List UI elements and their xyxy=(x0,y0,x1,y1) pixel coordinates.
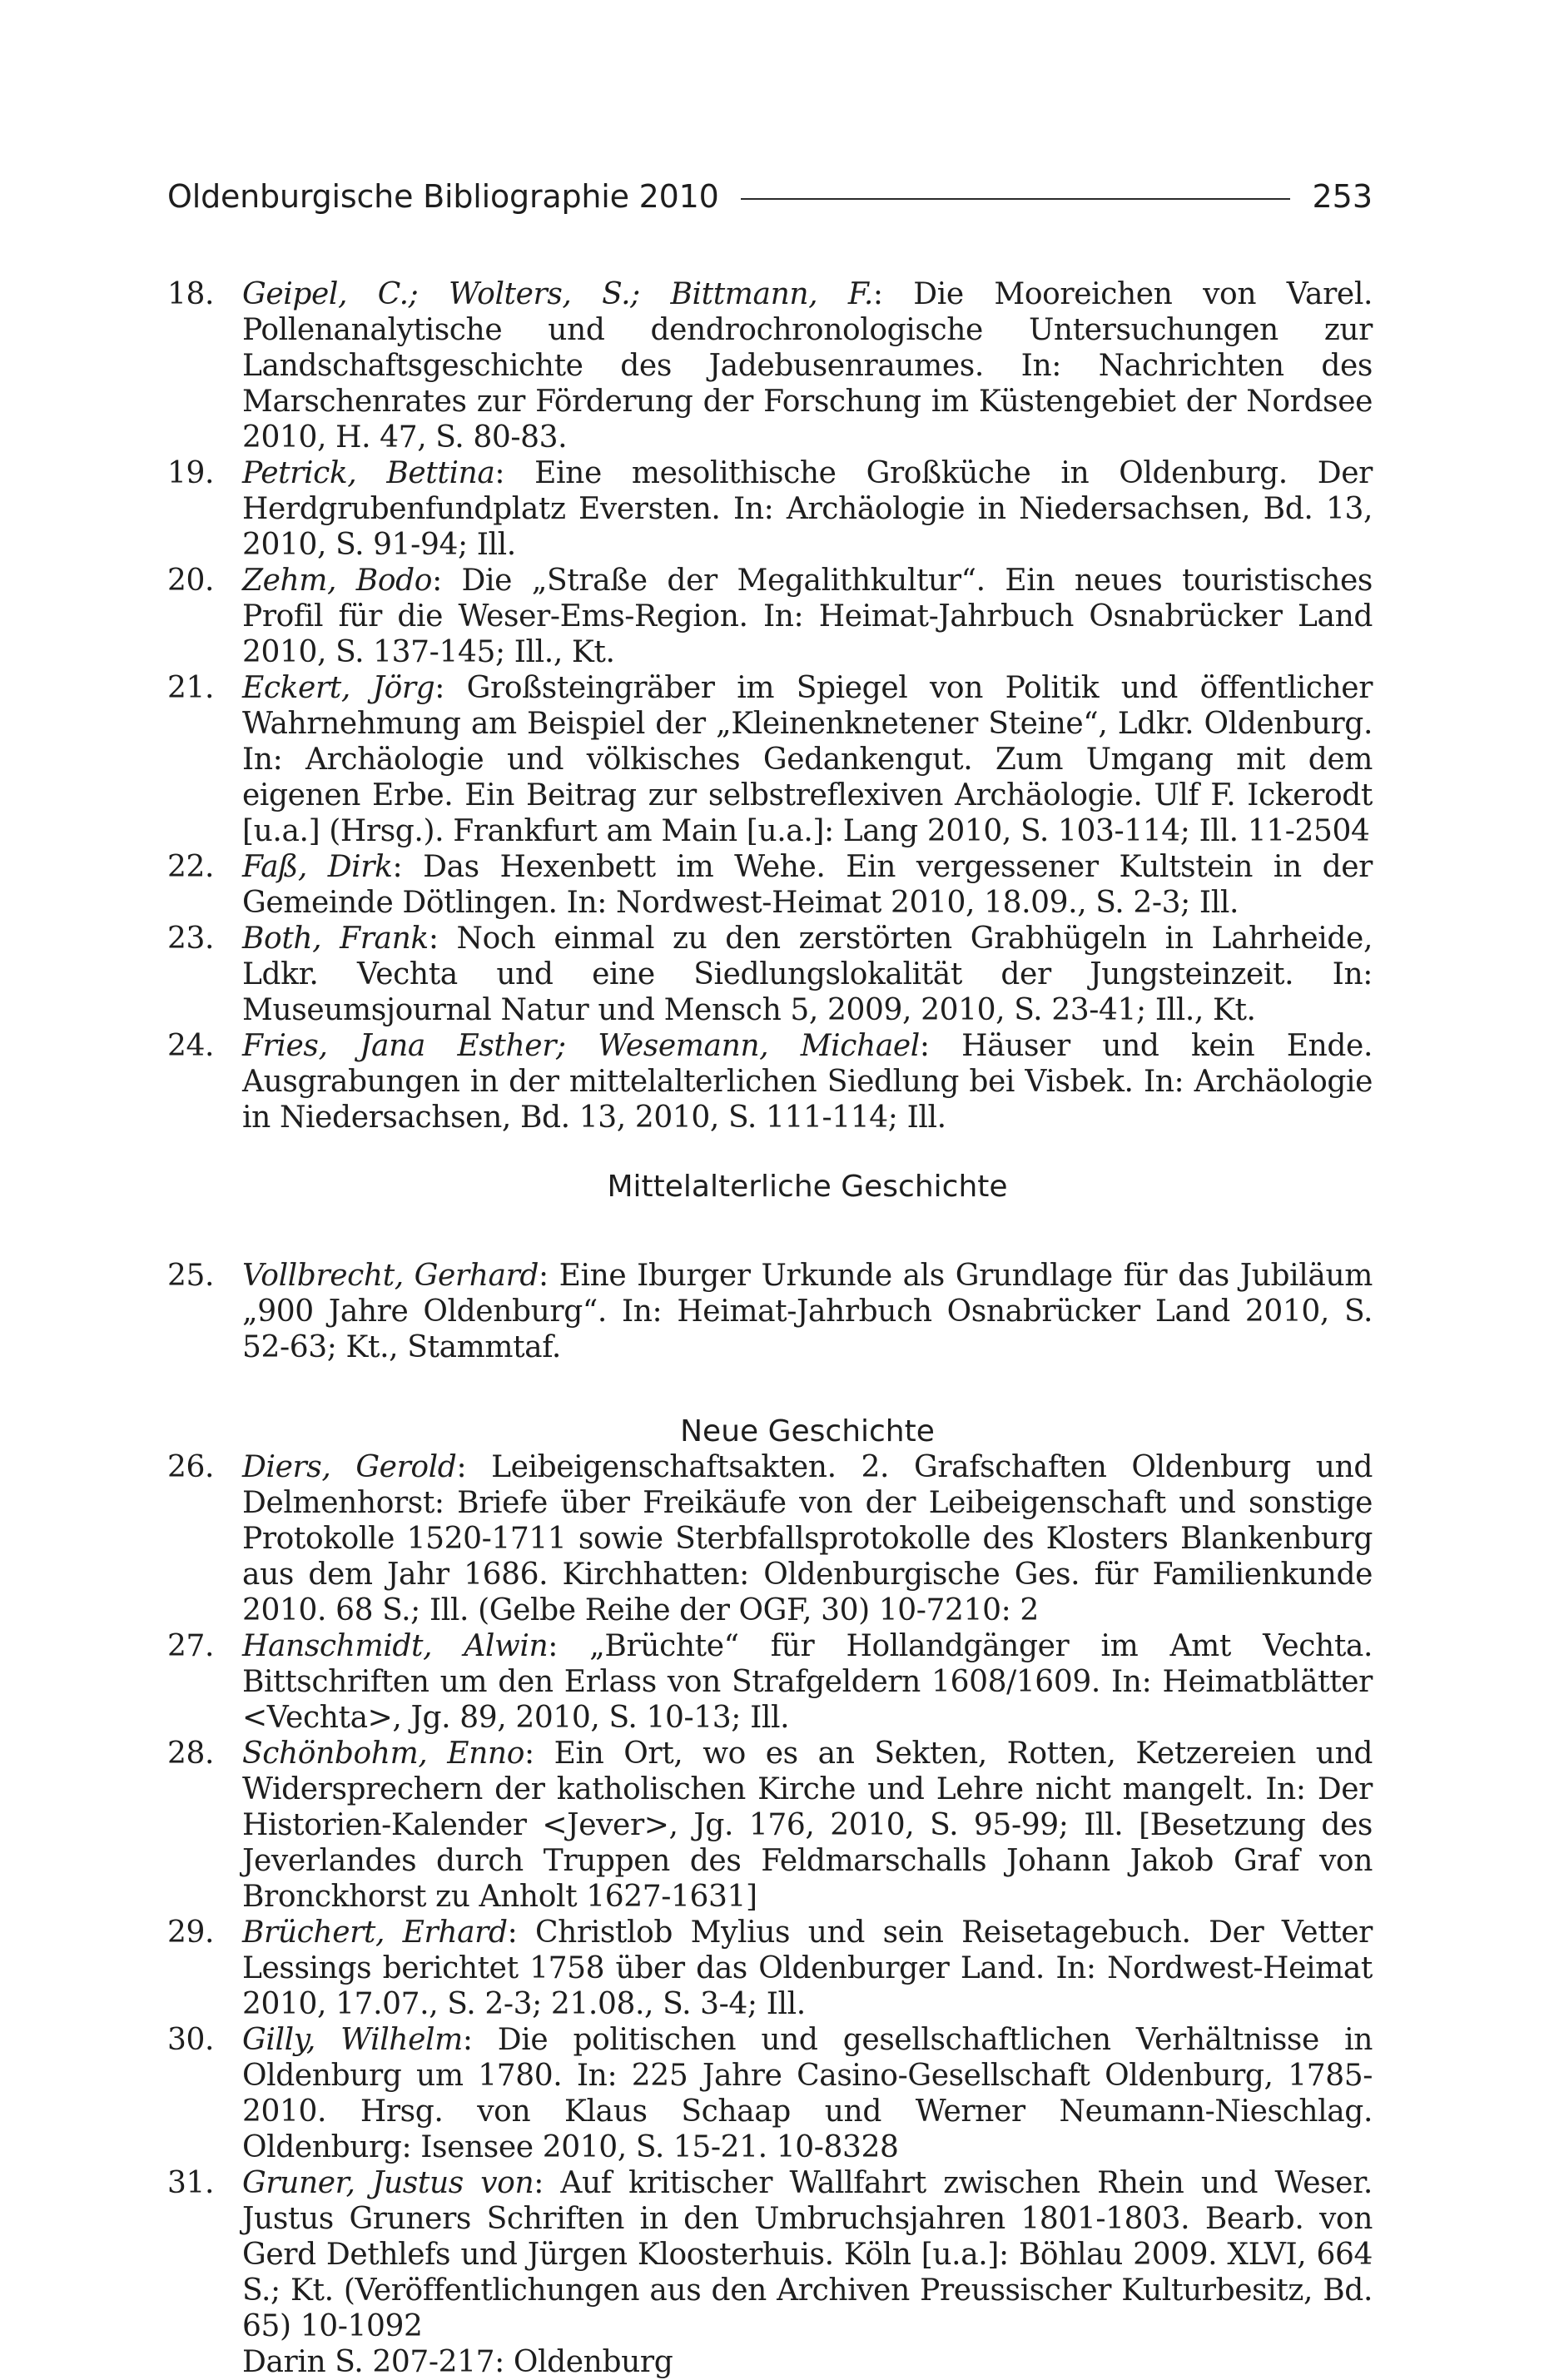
bibliography-entry xyxy=(167,1628,1373,1736)
entry-author: Geipel, C.; Wolters, S.; Bittmann, F. xyxy=(242,277,873,311)
entry-number: 31. xyxy=(167,2166,215,2200)
bibliography-entry xyxy=(167,849,1373,921)
header-rule xyxy=(741,198,1291,200)
entry-author: Hanschmidt, Alwin xyxy=(242,1629,549,1663)
bibliography-entry xyxy=(167,2022,1373,2165)
entry-author: Brüchert, Erhard xyxy=(242,1915,508,1950)
entry-text: : Die politischen und gesellschaftlichen Verhältnisse in Oldenburg um 1780. In: 225 Jahre Casino-Gesellschaft Oldenburg, 1785-2010. Hrsg. von Klaus Schaap und Werner Neumann-Nieschlag. Oldenburg: Isensee 2010, S. 15-21. 10-8328 xyxy=(242,2023,1373,2164)
bibliography-entry xyxy=(167,563,1373,670)
entry-author: Schönbohm, Enno xyxy=(242,1737,524,1771)
entry-text: : Auf kritischer Wallfahrt zwischen Rhein und Weser. Justus Gruners Schriften in den Umbruchsjahren 1801-1803. Bearb. von Gerd Dethlefs und Jürgen Kloosterhuis. Köln [u.a.]: Böhlau 2009. XLVI, 664 S.; Kt. (Veröffentlichungen aus den Archiven Preussischer Kulturbesitz, Bd. 65) 10-1092 xyxy=(242,2166,1373,2343)
entry-number: 29. xyxy=(167,1915,215,1950)
running-header xyxy=(167,171,1373,221)
bibliography-entry xyxy=(167,670,1373,849)
bibliography-entry xyxy=(167,1258,1373,1365)
entry-text: : Das Hexenbett im Wehe. Ein vergessener Kultstein in der Gemeinde Dötlingen. In: Nordwest-Heimat 2010, 18.09., S. 2-3; Ill. xyxy=(242,850,1373,920)
bibliography-entry xyxy=(167,921,1373,1028)
entry-number: 30. xyxy=(167,2023,215,2057)
page-number: 253 xyxy=(1312,178,1373,215)
entry-number: 20. xyxy=(167,564,215,598)
entry-number: 27. xyxy=(167,1629,215,1663)
bibliography-entry xyxy=(167,2165,1373,2380)
entry-number: 18. xyxy=(167,277,215,311)
entry-author: Faß, Dirk xyxy=(242,850,393,884)
entry-author: Fries, Jana Esther; Wesemann, Michael xyxy=(242,1029,920,1063)
entry-number: 26. xyxy=(167,1450,215,1484)
entry-author: Gilly, Wilhelm xyxy=(242,2023,463,2057)
entry-text: : „Brüchte“ für Hollandgänger im Amt Vechta. Bittschriften um den Erlass von Strafgeldern 1608/1609. In: Heimatblätter <Vechta>, Jg. 89, 2010, S. 10-13; Ill. xyxy=(242,1629,1373,1735)
entry-author: Zehm, Bodo xyxy=(242,564,433,598)
entry-number: 22. xyxy=(167,850,215,884)
entry-number: 24. xyxy=(167,1029,215,1063)
publication-title: Oldenburgische Bibliographie 2010 xyxy=(167,178,719,215)
bibliography-entry xyxy=(167,1736,1373,1915)
entry-text: : Eine Iburger Urkunde als Grundlage für das Jubiläum „900 Jahre Oldenburg“. In: Heimat-Jahrbuch Osnabrücker Land 2010, S. 52-63; Kt., Stammtaf. xyxy=(242,1259,1373,1364)
entry-number: 19. xyxy=(167,456,215,490)
entry-author: Both, Frank xyxy=(242,922,429,956)
section-heading-mittelalter: Mittelalterliche Geschichte xyxy=(607,1170,1008,1204)
entry-text: : Die Mooreichen von Varel. Pollenanalytische und dendrochronologische Untersuchungen zur Landschaftsgeschichte des Jadebusenraumes. In: Nachrichten des Marschenrates zur Förderung der Forschung im Küstengebiet der Nordsee 2010, H. 47, S. 80-83. xyxy=(242,277,1373,455)
entry-text: : Ein Ort, wo es an Sekten, Rotten, Ketzereien und Widersprechern der katholischen Kirche und Lehre nicht mangelt. In: Der Historien-Kalender <Jever>, Jg. 176, 2010, S. 95-99; Ill. [Besetzung des Jeverlandes durch Truppen des Feldmarschalls Johann Jakob Graf von Bronckhorst zu Anholt 1627-1631] xyxy=(242,1737,1373,1914)
entry-author: Petrick, Bettina xyxy=(242,456,495,490)
entry-note: Darin S. 207-217: Oldenburg xyxy=(242,2345,673,2379)
entry-text: : Christlob Mylius und sein Reisetagebuch. Der Vetter Lessings berichtet 1758 über das Oldenburger Land. In: Nordwest-Heimat 2010, 17.07., S. 2-3; 21.08., S. 3-4; Ill. xyxy=(242,1915,1373,2021)
entry-number: 23. xyxy=(167,922,215,956)
bibliography-body xyxy=(167,276,1373,2380)
entry-text: : Eine mesolithische Großküche in Oldenburg. Der Herdgrubenfundplatz Eversten. In: Archäologie in Niedersachsen, Bd. 13, 2010, S. 91-94; Ill. xyxy=(242,456,1373,562)
entry-text: : Großsteingräber im Spiegel von Politik und öffentlicher Wahrnehmung am Beispiel der „Kleinenknetener Steine“, Ldkr. Oldenburg. In: Archäologie und völkisches Gedankengut. Zum Umgang mit dem eigenen Erbe. Ein Beitrag zur selbstreflexiven Archäologie. Ulf F. Ickerodt [u.a.] (Hrsg.). Frankfurt am Main [u.a.]: Lang 2010, S. 103-114; Ill. 11-2504 xyxy=(242,671,1373,848)
entry-author: Vollbrecht, Gerhard xyxy=(242,1259,539,1293)
entry-number: 25. xyxy=(167,1259,215,1293)
bibliography-entry xyxy=(167,276,1373,455)
entry-author: Gruner, Justus von xyxy=(242,2166,534,2200)
bibliography-entry xyxy=(167,1028,1373,1135)
section-heading-neue-geschichte: Neue Geschichte xyxy=(680,1414,935,1448)
entry-text: : Die „Straße der Megalithkultur“. Ein neues touristisches Profil für die Weser-Ems-Region. In: Heimat-Jahrbuch Osnabrücker Land 2010, S. 137-145; Ill., Kt. xyxy=(242,564,1373,669)
bibliography-entry xyxy=(167,1915,1373,2022)
entry-text: : Häuser und kein Ende. Ausgrabungen in der mittelalterlichen Siedlung bei Visbek. In: Archäologie in Niedersachsen, Bd. 13, 2010, S. 111-114; Ill. xyxy=(242,1029,1373,1135)
entry-text: : Leibeigenschaftsakten. 2. Grafschaften Oldenburg und Delmenhorst: Briefe über Freikäufe von der Leibeigenschaft und sonstige Protokolle 1520-1711 sowie Sterbfallsprotokolle des Klosters Blankenburg aus dem Jahr 1686. Kirchhatten: Oldenburgische Ges. für Familienkunde 2010. 68 S.; Ill. (Gelbe Reihe der OGF, 30) 10-7210: 2 xyxy=(242,1450,1373,1627)
bibliography-entry xyxy=(167,455,1373,563)
entry-number: 28. xyxy=(167,1737,215,1771)
entry-text: : Noch einmal zu den zerstörten Grabhügeln in Lahrheide, Ldkr. Vechta und eine Siedlungslokalität der Jungsteinzeit. In: Museumsjournal Natur und Mensch 5, 2009, 2010, S. 23-41; Ill., Kt. xyxy=(242,922,1373,1027)
entry-author: Diers, Gerold xyxy=(242,1450,457,1484)
entry-author: Eckert, Jörg xyxy=(242,671,435,705)
entry-number: 21. xyxy=(167,671,215,705)
bibliography-entry xyxy=(167,1449,1373,1628)
